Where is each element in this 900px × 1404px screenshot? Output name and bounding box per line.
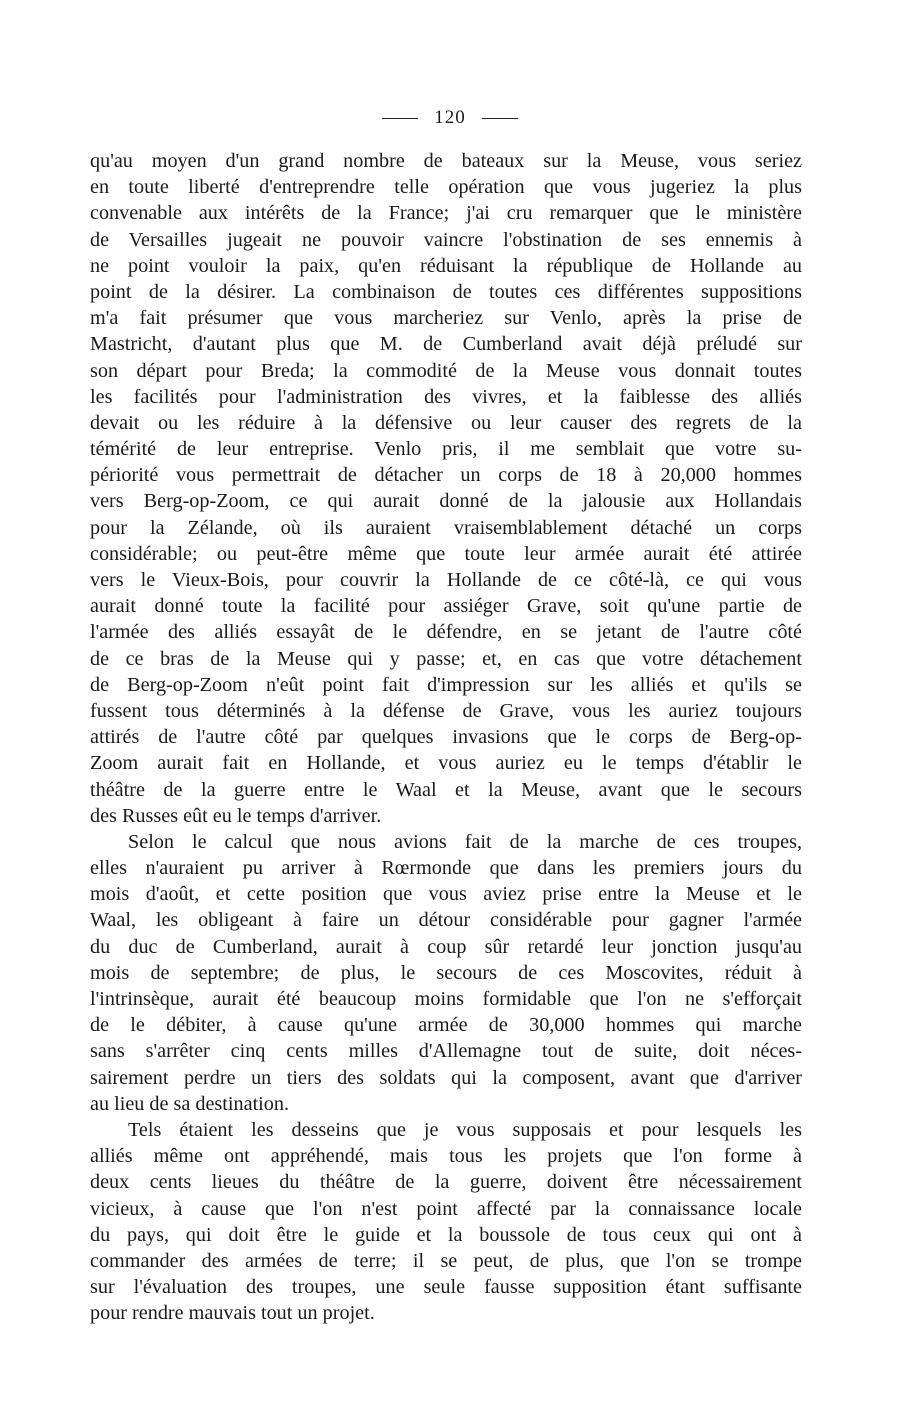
text-line: vicieux, à cause que l'on n'est point affecté par la connaissance locale	[90, 1197, 802, 1220]
text-line: Zoom aurait fait en Hollande, et vous auriez eu le temps d'établir le	[90, 752, 802, 775]
text-line: attirés de l'autre côté par quelques invasions que le corps de Berg-op-	[90, 726, 802, 749]
text-line: au lieu de sa destination.	[90, 1092, 290, 1115]
text-line: point de la désirer. La combinaison de toutes ces différentes suppositions	[90, 280, 802, 303]
text-line: son départ pour Breda; la commodité de la Meuse vous donnait toutes	[90, 359, 802, 382]
text-line: sans s'arrêter cinq cents milles d'Allemagne tout de suite, doit néces-	[90, 1040, 802, 1063]
text-line: convenable aux intérêts de la France; j'ai cru remarquer que le ministère	[90, 202, 802, 225]
text-line: vers le Vieux-Bois, pour couvrir la Hollande de ce côté-là, ce qui vous	[90, 569, 802, 591]
paragraph	[90, 1117, 802, 1327]
text-line: périorité vous permettrait de détacher un corps de 18 à 20,000 hommes	[90, 464, 802, 487]
right-dash	[482, 118, 518, 119]
text-line: Mastricht, d'autant plus que M. de Cumberland avait déjà préludé sur	[90, 333, 802, 356]
text-line: du duc de Cumberland, aurait à coup sûr retardé leur jonction jusqu'au	[90, 935, 802, 958]
text-line: de Versailles jugeait ne pouvoir vaincre l'obstination de ses ennemis à	[90, 228, 802, 251]
text-line: m'a fait présumer que vous marcheriez sur Venlo, après la prise de	[90, 307, 802, 330]
text-line: deux cents lieues du théâtre de la guerre, doivent être nécessairement	[90, 1171, 802, 1194]
text-line: de Berg-op-Zoom n'eût point fait d'impression sur les alliés et qu'ils se	[90, 673, 802, 696]
left-dash	[382, 118, 418, 119]
text-line: de ce bras de la Meuse qui y passe; et, en cas que votre détachement	[90, 647, 802, 670]
paragraph	[90, 829, 802, 1117]
text-line: témérité de leur entreprise. Venlo pris, il me semblait que votre su-	[90, 438, 802, 461]
text-line: l'armée des alliés essayât de le défendre, en se jetant de l'autre côté	[90, 621, 802, 644]
text-line: considérable; ou peut-être même que toute leur armée aurait été attirée	[90, 542, 802, 565]
text-line: pour la Zélande, où ils auraient vraisemblablement détaché un corps	[90, 516, 802, 539]
text-line: Tels étaient les desseins que je vous supposais et pour lesquels les	[128, 1118, 802, 1141]
text-line: pour rendre mauvais tout un projet.	[90, 1302, 375, 1325]
text-line: ne point vouloir la paix, qu'en réduisant la république de Hollande au	[90, 254, 802, 277]
page-number: 120	[434, 107, 466, 128]
text-line: du pays, qui doit être le guide et la boussole de tous ceux qui ont à	[90, 1223, 802, 1246]
text-line: alliés même ont appréhendé, mais tous les projets que l'on forme à	[90, 1145, 802, 1168]
text-line: Selon le calcul que nous avions fait de la marche de ces troupes,	[128, 830, 802, 853]
text-line: Waal, les obligeant à faire un détour considérable pour gagner l'armée	[90, 909, 802, 932]
text-line: mois de septembre; de plus, le secours de ces Moscovites, réduit à	[90, 961, 802, 984]
running-head	[0, 103, 900, 133]
text-line: qu'au moyen d'un grand nombre de bateaux sur la Meuse, vous seriez	[90, 150, 802, 172]
text-line: aurait donné toute la facilité pour assiéger Grave, soit qu'une partie de	[90, 595, 802, 618]
text-line: fussent tous déterminés à la défense de Grave, vous les auriez toujours	[90, 699, 802, 722]
text-line: en toute liberté d'entreprendre telle opération que vous jugeriez la plus	[90, 176, 802, 199]
body-text	[90, 148, 802, 1326]
text-line: mois d'août, et cette position que vous aviez prise entre la Meuse et le	[90, 883, 802, 906]
text-line: sur l'évaluation des troupes, une seule fausse supposition étant suffisante	[90, 1276, 802, 1299]
text-line: elles n'auraient pu arriver à Rœrmonde que dans les premiers jours du	[90, 857, 802, 880]
text-line: vers Berg-op-Zoom, ce qui aurait donné de la jalousie aux Hollandais	[90, 490, 802, 513]
text-line: commander des armées de terre; il se peut, de plus, que l'on se trompe	[90, 1249, 802, 1272]
text-line: les facilités pour l'administration des vivres, et la faiblesse des alliés	[90, 385, 802, 408]
text-line: des Russes eût eu le temps d'arriver.	[90, 804, 382, 827]
text-line: de le débiter, à cause qu'une armée de 30,000 hommes qui marche	[90, 1014, 802, 1037]
paragraph	[90, 148, 802, 829]
text-line: théâtre de la guerre entre le Waal et la Meuse, avant que le secours	[90, 778, 802, 801]
text-line: sairement perdre un tiers des soldats qui la composent, avant que d'arriver	[90, 1066, 802, 1089]
text-line: devait ou les réduire à la défensive ou leur causer des regrets de la	[90, 411, 802, 434]
text-line: l'intrinsèque, aurait été beaucoup moins formidable que l'on ne s'efforçait	[90, 988, 802, 1010]
